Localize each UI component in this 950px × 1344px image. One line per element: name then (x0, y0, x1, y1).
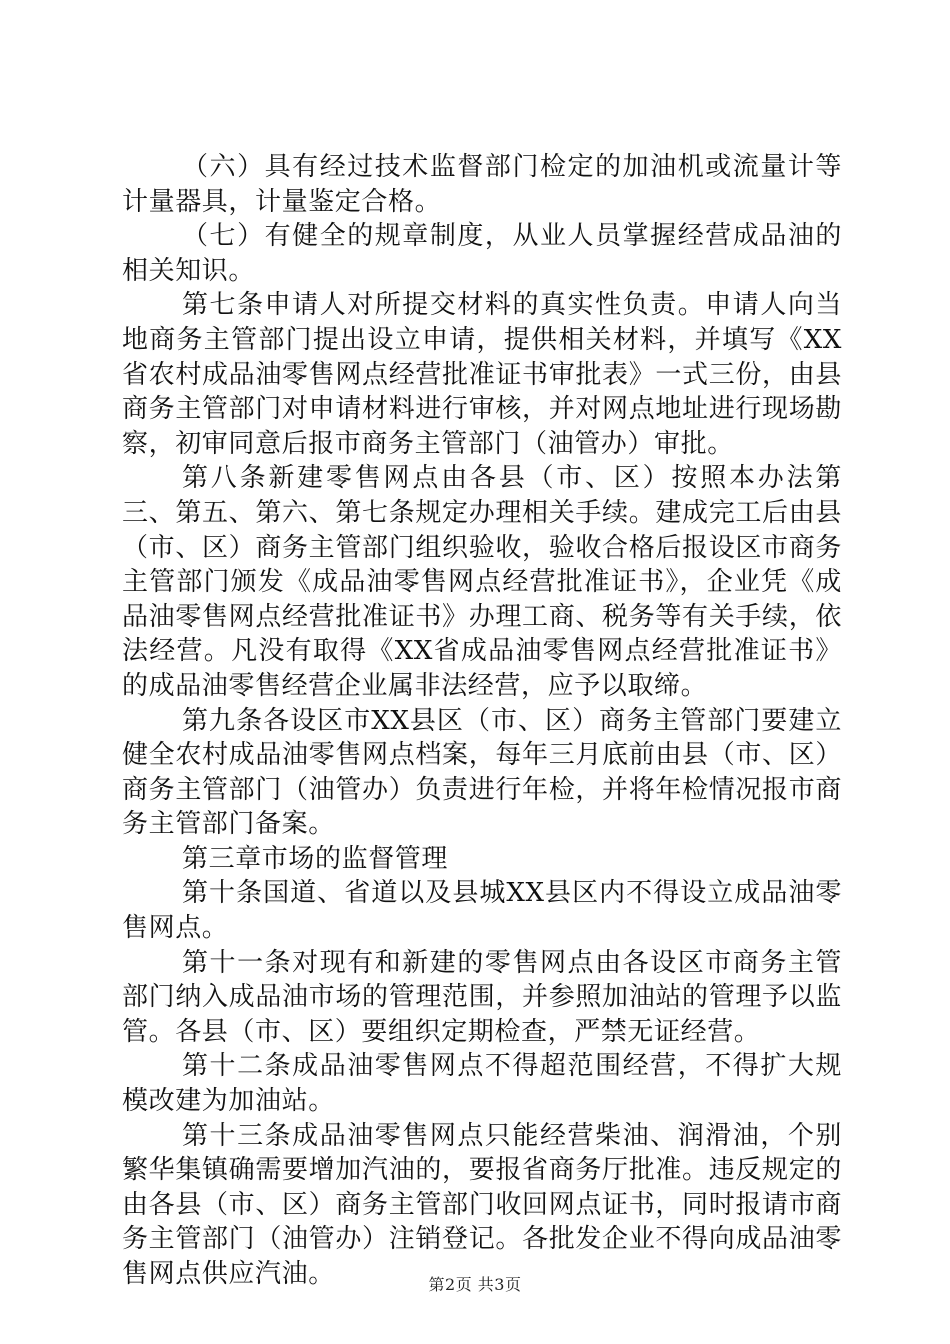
article-9-paragraph: 第九条各设区市XX县区（市、区）商务主管部门要建立健全农村成品油零售网点档案，每年三月底前由县（市、区）商务主管部门（油管办）负责进行年检，并将年检情况报市商务主管部门备案。 (122, 705, 842, 840)
paragraph-item-6: （六）具有经过技术监督部门检定的加油机或流量计等计量器具，计量鉴定合格。 (122, 152, 842, 217)
article-13-paragraph: 第十三条成品油零售网点只能经营柴油、润滑油，个别繁华集镇确需要增加汽油的，要报省商务厅批准。违反规定的由各县（市、区）商务主管部门收回网点证书，同时报请市商务主管部门（油管办）注销登记。各批发企业不得向成品油零售网点供应汽油。 (122, 1120, 842, 1289)
article-8-paragraph: 第八条新建零售网点由各县（市、区）按照本办法第三、第五、第六、第七条规定办理相关手续。建成完工后由县（市、区）商务主管部门组织验收，验收合格后报设区市商务主管部门颁发《成品油零售网点经营批准证书》，企业凭《成品油零售网点经营批准证书》办理工商、税务等有关手续，依法经营。凡没有取得《XX省成品油零售网点经营批准证书》的成品油零售经营企业属非法经营，应予以取缔。 (122, 463, 842, 701)
article-10-paragraph: 第十条国道、省道以及县城XX县区内不得设立成品油零售网点。 (122, 878, 842, 944)
article-7-paragraph: 第七条申请人对所提交材料的真实性负责。申请人向当地商务主管部门提出设立申请，提供相关材料，并填写《XX省农村成品油零售网点经营批准证书审批表》一式三份，由县商务主管部门对申请材料进行审核，并对网点地址进行现场勘察，初审同意后报市商务主管部门（油管办）审批。 (122, 290, 842, 459)
page-number-footer: 第2页 共3页 (428, 1275, 522, 1294)
chapter-3-heading: 第三章市场的监督管理 (182, 843, 449, 874)
document-body (122, 150, 842, 1292)
article-11-paragraph: 第十一条对现有和新建的零售网点由各设区市商务主管部门纳入成品油市场的管理范围，并参照加油站的管理予以监管。各县（市、区）要组织定期检查，严禁无证经营。 (122, 947, 842, 1047)
paragraph-item-7: （七）有健全的规章制度，从业人员掌握经营成品油的相关知识。 (122, 221, 842, 286)
article-12-paragraph: 第十二条成品油零售网点不得超范围经营，不得扩大规模改建为加油站。 (122, 1051, 842, 1117)
